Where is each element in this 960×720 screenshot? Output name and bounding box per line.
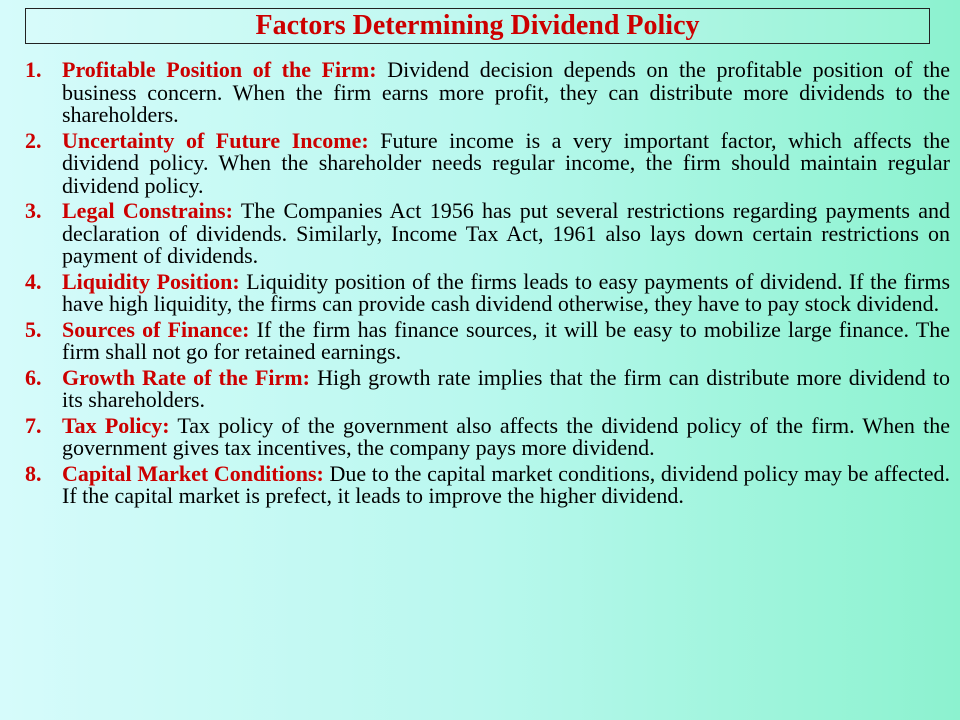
item-body (62, 412, 950, 460)
item-text: Dividend decision depends on the profitable position of the business concern. When the firm earns more profit, they can distribute more dividends to the shareholders. (62, 57, 950, 127)
item-heading: Tax Policy: (62, 412, 170, 438)
item-heading: Growth Rate of the Firm: (62, 364, 310, 390)
list-item (25, 200, 950, 268)
item-heading: Sources of Finance: (62, 316, 250, 342)
item-heading: Capital Market Conditions: (62, 460, 324, 486)
factor-list (25, 59, 950, 511)
item-number: 2. (25, 127, 42, 153)
list-item (25, 364, 951, 412)
item-number: 4. (25, 268, 42, 294)
item-text: Tax policy of the government also affects the dividend policy of the firm. When the government gives tax incentives, the company pays more dividend. (62, 412, 950, 460)
item-number: 7. (25, 412, 42, 438)
item-body (62, 460, 951, 508)
item-heading: Legal Constrains: (62, 198, 233, 223)
item-body (62, 127, 950, 198)
list-item (25, 127, 950, 198)
item-number: 1. (25, 57, 42, 82)
list-item (25, 59, 950, 127)
item-heading: Liquidity Position: (62, 268, 240, 294)
item-number: 3. (25, 198, 42, 223)
item-text: If the firm has finance sources, it will be easy to mobilize large finance. The firm shall not go for retained earnings. (62, 316, 950, 364)
item-heading: Uncertainty of Future Income: (62, 127, 369, 153)
list-item (25, 412, 950, 460)
slide-title: Factors Determining Dividend Policy (25, 8, 930, 44)
item-body (62, 59, 950, 127)
list-item (25, 268, 951, 316)
item-text: The Companies Act 1956 has put several restrictions regarding payments and declaration of dividends. Similarly, Income Tax Act, 1961 also lays down certain restrictions on payment of dividends. (62, 198, 951, 268)
list-item (25, 460, 951, 508)
item-text: Liquidity position of the firms leads to easy payments of dividend. If the firms have high liquidity, the firms can provide cash dividend otherwise, they have to pay stock dividend. (62, 268, 951, 316)
item-body (62, 200, 950, 268)
item-body (62, 268, 951, 316)
item-text: Future income is a very important factor, which affects the dividend policy. When the shareholder needs regular income, the firm should maintain regular dividend policy. (62, 127, 950, 198)
item-heading: Profitable Position of the Firm: (62, 57, 377, 82)
item-number: 8. (25, 460, 42, 486)
item-number: 5. (25, 316, 42, 342)
item-text: Due to the capital market conditions, dividend policy may be affected. If the capital market is prefect, it leads to improve the higher dividend. (62, 460, 951, 508)
item-number: 6. (25, 364, 42, 390)
list-item (25, 316, 950, 364)
item-body (62, 316, 950, 364)
item-body (62, 364, 951, 412)
item-text: High growth rate implies that the firm can distribute more dividend to its shareholders. (62, 364, 951, 412)
